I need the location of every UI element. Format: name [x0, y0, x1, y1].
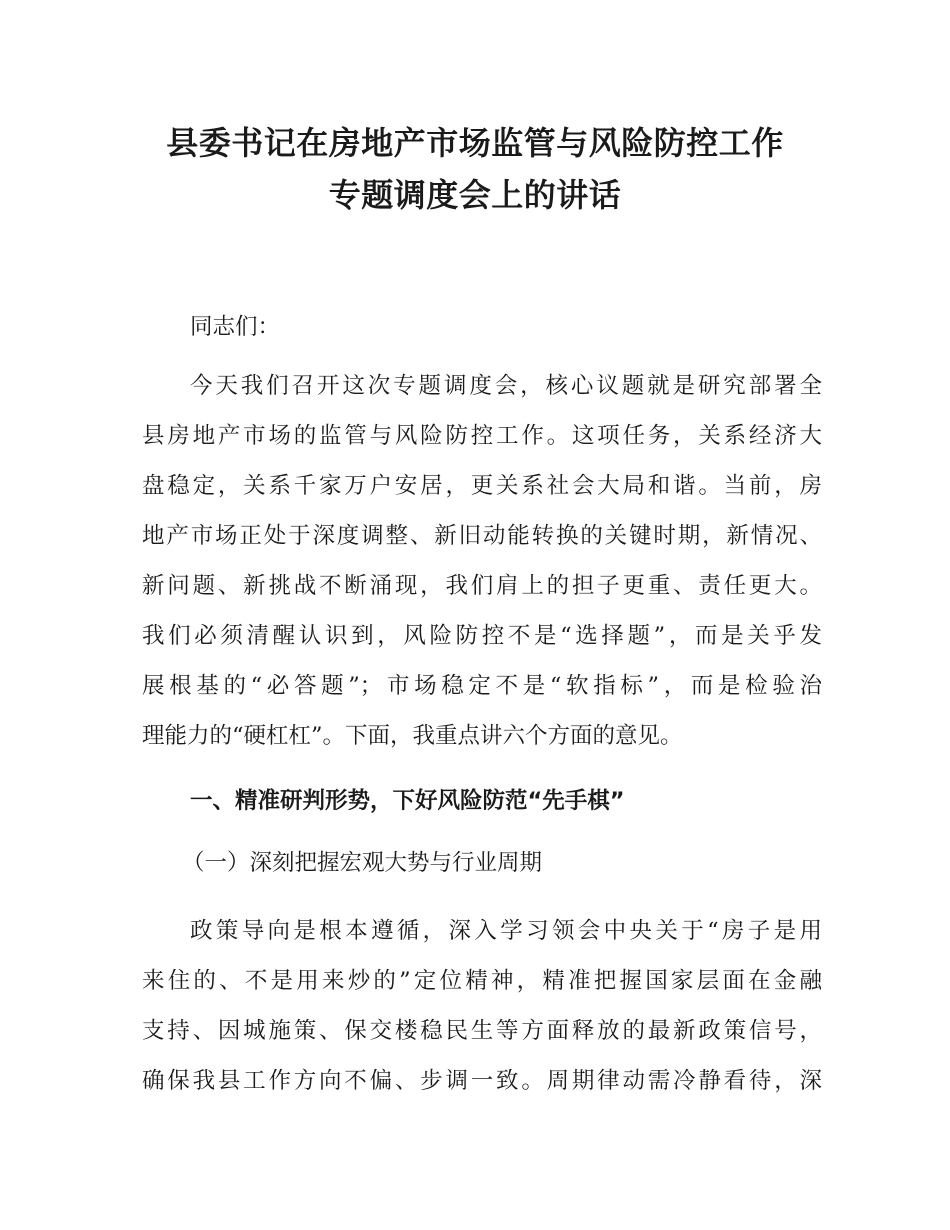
paragraph-line: 今天我们召开这次专题调度会，核心议题就是研究部署全 — [190, 373, 822, 399]
document-title-line-1: 县委书记在房地产市场监管与风险防控工作 — [166, 124, 784, 162]
paragraph-line: 新问题、新挑战不断涌现，我们肩上的担子更重、责任更大。 — [142, 573, 822, 599]
section-heading-1: 一、精准研判形势，下好风险防范“先手棋” — [190, 788, 625, 814]
paragraph-line: 来住的、不是用来炒的”定位精神，精准把握国家层面在金融 — [142, 968, 822, 994]
paragraph-line: 我们必须清醒认识到，风险防控不是“选择题”，而是关乎发 — [142, 623, 822, 649]
paragraph-line: 地产市场正处于深度调整、新旧动能转换的关键时期，新情况、 — [142, 523, 822, 549]
document-title-line-2: 专题调度会上的讲话 — [328, 176, 622, 214]
salutation: 同志们： — [190, 314, 281, 340]
paragraph-line: 盘稳定，关系千家万户安居，更关系社会大局和谐。当前，房 — [142, 473, 822, 499]
paragraph-line: 支持、因城施策、保交楼稳民生等方面释放的最新政策信号， — [142, 1018, 822, 1044]
subsection-heading-1: （一）深刻把握宏观大势与行业周期 — [182, 850, 543, 876]
paragraph-line: 县房地产市场的监管与风险防控工作。这项任务，关系经济大 — [142, 423, 822, 449]
paragraph-line: 确保我县工作方向不偏、步调一致。周期律动需冷静看待，深 — [142, 1068, 822, 1094]
paragraph-line: 展根基的“必答题”；市场稳定不是“软指标”，而是检验治 — [142, 673, 822, 699]
paragraph-policy — [142, 906, 822, 1106]
paragraph-intro — [142, 361, 822, 761]
paragraph-line: 政策导向是根本遵循，深入学习领会中央关于“房子是用 — [190, 918, 822, 944]
paragraph-line: 理能力的“硬杠杠”。下面，我重点讲六个方面的意见。 — [142, 723, 683, 749]
